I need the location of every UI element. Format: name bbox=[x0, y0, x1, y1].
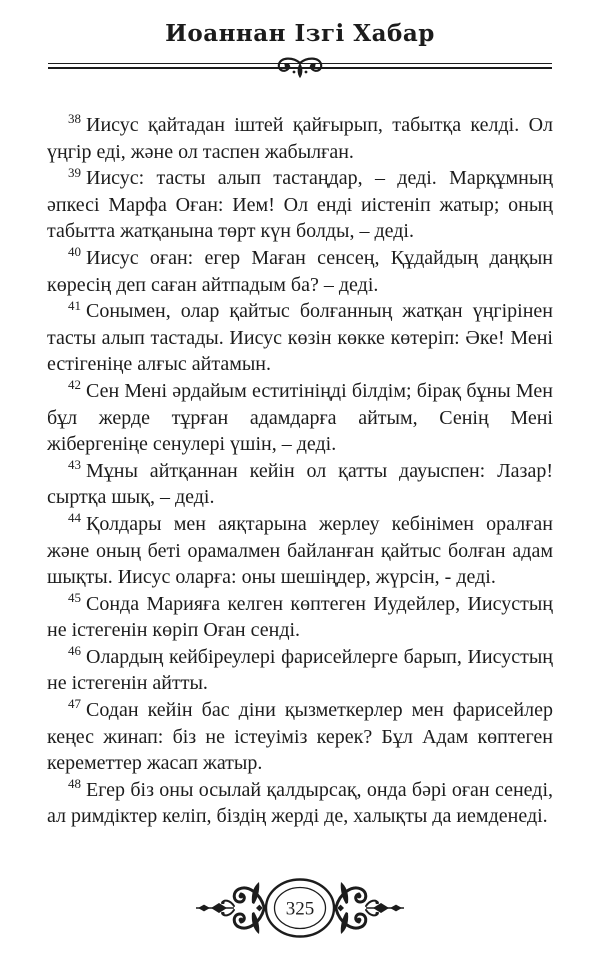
verse-text: Сен Мені әрдайым еститініңді білдім; бірақ бұны Мен бұл жерде тұрған адамдарға айтым, Сенің Мені жібергеніңе сенулері үшін, – деді. bbox=[47, 379, 553, 456]
verse-number: 42 bbox=[68, 377, 81, 393]
verse-paragraph bbox=[47, 298, 553, 378]
verse-number: 46 bbox=[68, 643, 81, 659]
page-number: 325 bbox=[285, 898, 315, 920]
verse-paragraph bbox=[47, 165, 553, 245]
verse-number: 43 bbox=[68, 457, 81, 473]
verse-number: 39 bbox=[68, 164, 81, 180]
verse-paragraph bbox=[47, 458, 553, 511]
verse-text: Иисус қайтадан іштей қайғырып, табытқа келді. Ол үңгір еді, және ол таспен жабылған. bbox=[47, 114, 553, 163]
verse-number: 41 bbox=[68, 297, 81, 313]
verse-number: 38 bbox=[68, 111, 81, 127]
verse-number: 40 bbox=[68, 244, 81, 260]
verse-paragraph bbox=[47, 697, 553, 777]
verse-paragraph bbox=[47, 378, 553, 458]
verse-text: Сонда Марияға келген көптеген Иудейлер, Иисустың не істегенін көріп Оған сенді. bbox=[47, 592, 553, 642]
verse-text: Иисус: тасты алып тастаңдар, – деді. Марқұмның әпкесі Марфа Оған: Ием! Ол енді иістеніп жатыр; оның табытта жатқанына төрт күн болды, – деді. bbox=[47, 167, 553, 243]
header-rule bbox=[48, 63, 552, 70]
footer-ornament-icon bbox=[194, 877, 406, 939]
verse-text: Олардың кейбіреулері фарисейлерге барып, Иисустың не істегенін айтты. bbox=[47, 645, 553, 695]
verse-paragraph bbox=[47, 511, 553, 591]
verse-paragraph bbox=[47, 591, 553, 644]
verse-text: Қолдары мен аяқтарына жерлеу кебінімен оралған және оның беті орамалмен байланған қайтыс болған адам шықты. Иисус оларға: оны шешіңдер, жүрсін, - деді. bbox=[47, 512, 553, 589]
verse-number: 44 bbox=[68, 510, 81, 526]
verse-text-block bbox=[47, 112, 553, 830]
verse-paragraph bbox=[47, 112, 553, 165]
page-footer bbox=[0, 877, 600, 944]
verse-text: Сонымен, олар қайтыс болғанның жатқан үңгірінен тасты алып тастады. Иисус көзін көкке көтеріп: Әке! Мені естігеніңе алғыс айтамын. bbox=[47, 300, 553, 376]
verse-paragraph bbox=[47, 245, 553, 298]
verse-number: 45 bbox=[68, 590, 81, 606]
running-header-title: Иоаннан Ізгі Хабар bbox=[165, 20, 435, 47]
verse-number: 48 bbox=[68, 776, 81, 792]
verse-text: Содан кейін бас діни қызметкерлер мен фарисейлер кеңес жинап: біз не істеуіміз керек? Бұл Адам көптеген кереметтер жасап жатыр. bbox=[47, 699, 553, 775]
fleuron-scroll-icon bbox=[267, 56, 333, 82]
verse-paragraph bbox=[47, 644, 553, 697]
verse-paragraph bbox=[47, 777, 553, 830]
verse-number: 47 bbox=[68, 696, 81, 712]
verse-text: Егер біз оны осылай қалдырсақ, онда бәрі оған сенеді, ал римдіктер келіп, біздің жерді де, халықты да иемденеді. bbox=[47, 778, 553, 828]
verse-text: Мұны айтқаннан кейін ол қатты дауыспен: Лазар! сыртқа шық, – деді. bbox=[47, 459, 553, 509]
verse-text: Иисус оған: егер Маған сенсең, Құдайдың даңқын көресің деп саған айтпадым ба? – деді. bbox=[47, 246, 553, 296]
